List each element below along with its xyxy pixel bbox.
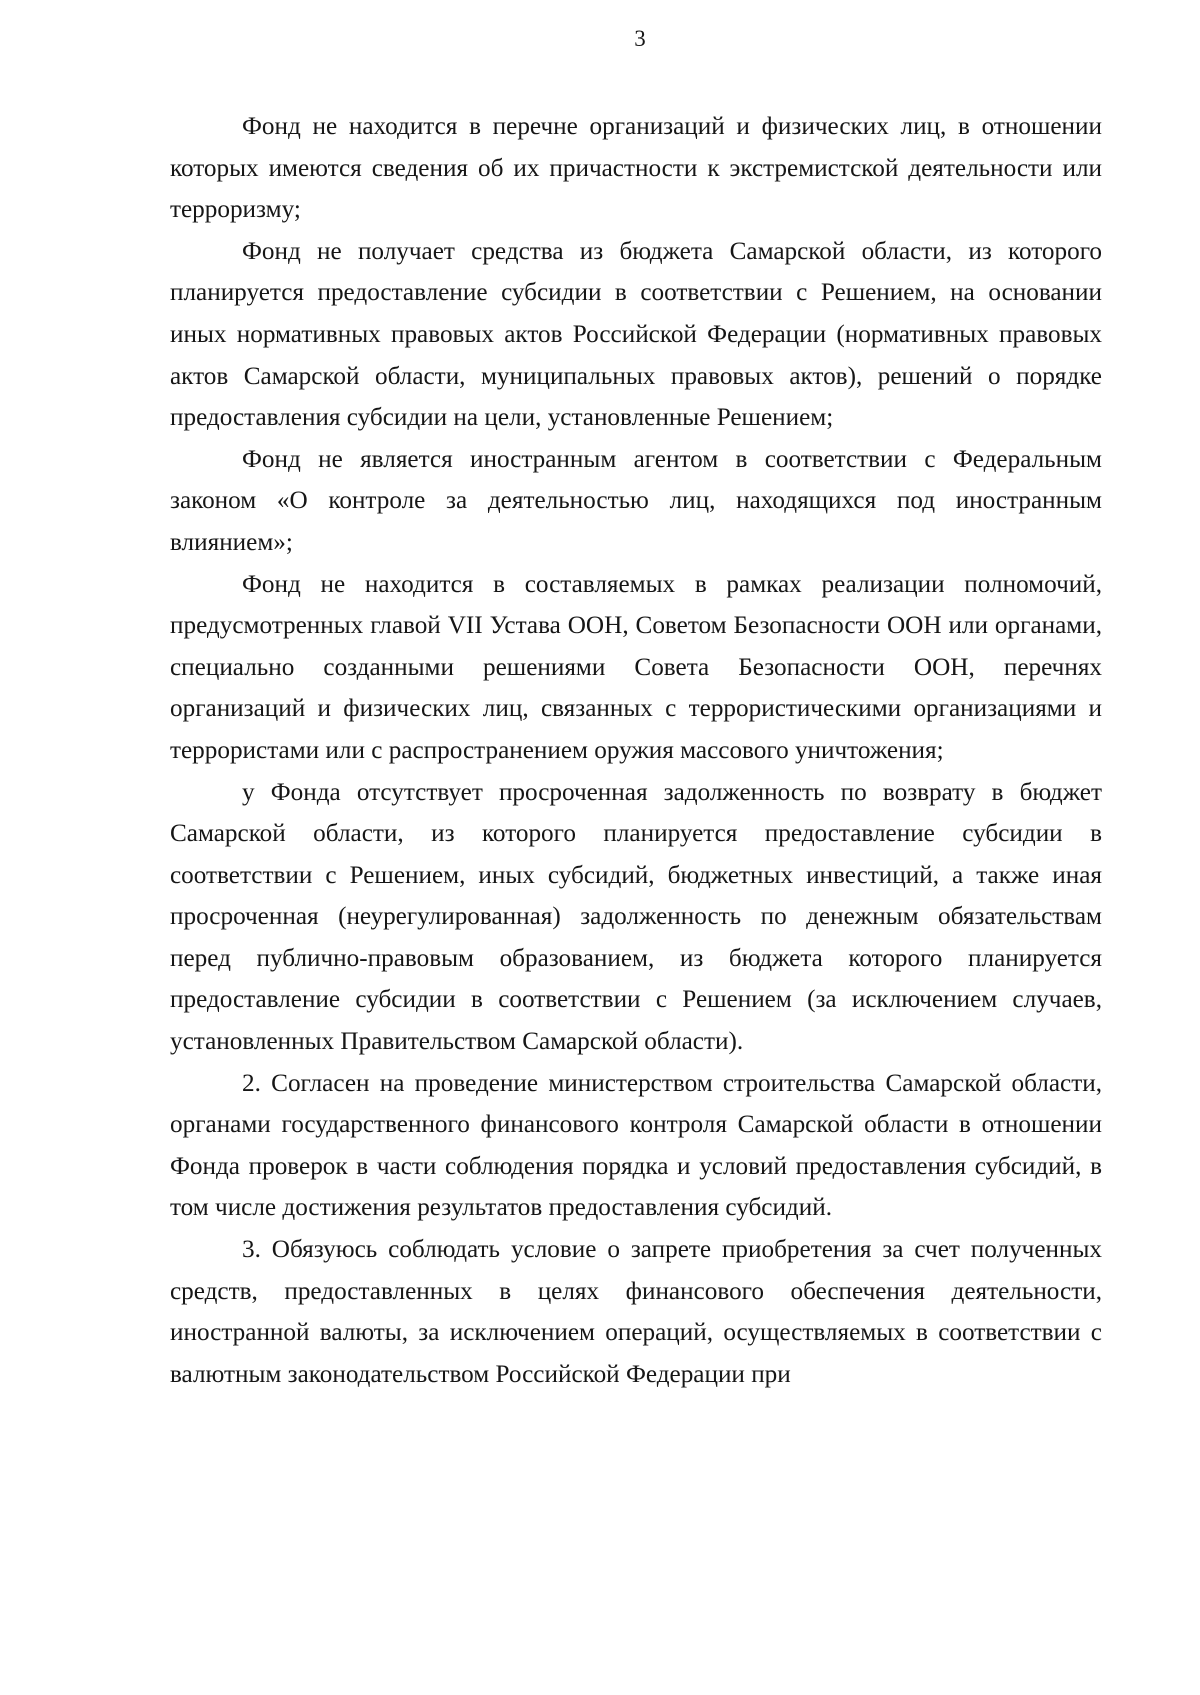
document-body [170,106,1102,1395]
paragraph-foreign-agent: Фонд не является иностранным агентом в соответствии с Федеральным законом «О контроле за деятельностью лиц, находящихся под иностранным влиянием»; [170,445,1102,556]
paragraph-extremism: Фонд не находится в перечне организаций и физических лиц, в отношении которых имеются сведения об их причастности к экстремистской деятельности или терроризму; [170,113,1102,224]
paragraph-consent-inspections: 2. Согласен на проведение министерством строительства Самарской области, органами государственного финансового контроля Самарской области в отношении Фонда проверок в части соблюдения порядка и условий предоставления субсидий, в том числе достижения результатов предоставления субсидий. [170,1069,1102,1222]
paragraph-overdue-debt: у Фонда отсутствует просроченная задолженность по возврату в бюджет Самарской области, из которого планируется предоставление субсидии в соответствии с Решением, иных субсидий, бюджетных инвестиций, а также иная просроченная (неурегулированная) задолженность по денежным обязательствам перед публично-правовым образованием, из бюджета которого планируется предоставление субсидии в соответствии с Решением (за исключением случаев, установленных Правительством Самарской области). [170,778,1102,1056]
paragraph-currency-obligation: 3. Обязуюсь соблюдать условие о запрете приобретения за счет полученных средств, предоставленных в целях финансового обеспечения деятельности, иностранной валюты, за исключением операций, осуществляемых в соответствии с валютным законодательством Российской Федерации при [170,1236,1102,1388]
page-number: 3 [634,26,646,51]
paragraph-budget-funds: Фонд не получает средства из бюджета Самарской области, из которого планируется предоставление субсидии в соответствии с Решением, на основании иных нормативных правовых актов Российской Федерации (нормативных правовых актов Самарской области, муниципальных правовых актов), решений о порядке предоставления субсидии на цели, установленные Решением; [170,237,1102,432]
paragraph-un-lists: Фонд не находится в составляемых в рамках реализации полномочий, предусмотренных главой VII Устава ООН, Советом Безопасности ООН или органами, специально созданными решениями Совета Безопасности ООН, перечнях организаций и физических лиц, связанных с террористическими организациями и террористами или с распространением оружия массового уничтожения; [170,570,1102,764]
